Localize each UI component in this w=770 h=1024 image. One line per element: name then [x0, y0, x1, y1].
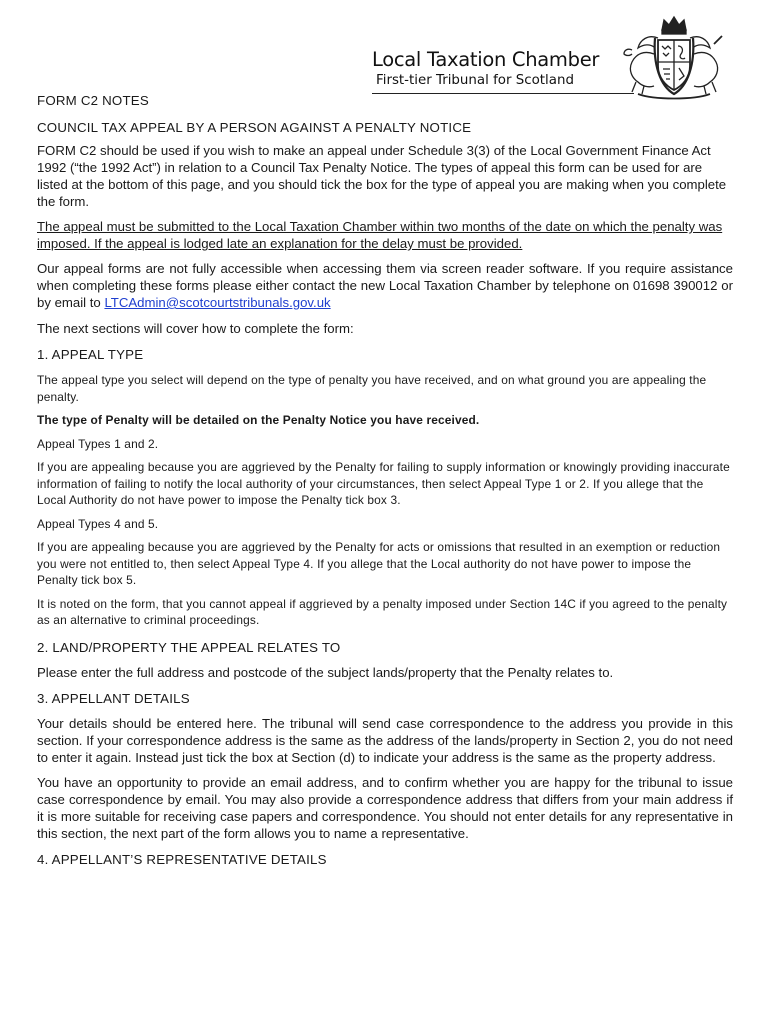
form-title: COUNCIL TAX APPEAL BY A PERSON AGAINST A PENALTY NOTICE — [37, 120, 472, 135]
section-1-intro: The appeal type you select will depend on the type of penalty you have received, and on what ground you are appealing the penalty. — [37, 373, 707, 404]
form-label: FORM C2 NOTES — [37, 93, 149, 108]
email-link[interactable]: LTCAdmin@scotcourtstribunals.gov.uk — [104, 295, 331, 310]
section-2-text: Please enter the full address and postcode of the subject lands/property that the Penalty relates to. — [37, 664, 614, 680]
appeal-types-4-5-text: If you are appealing because you are aggrieved by the Penalty for acts or omissions that resulted in an exemption or reduction you were not entitled to, then select Appeal Type 4. If you allege that the Local authority do not have power to impose the Penalty tick box 5. — [37, 540, 721, 587]
appeal-types-1-2-text: If you are appealing because you are aggrieved by the Penalty for failing to supply information or knowingly providing inaccurate information of failing to notify the local authority of your circumstances, then select Appeal Type 1 or 2. If you allege that the Local Authority do not have power to impose the Penalty tick box 3. — [37, 460, 730, 507]
accessibility-text: Our appeal forms are not fully accessible when accessing them via screen reader software. If you require assistance when completing these forms please either contact the new Local Taxation Chamber by telephone on 01698 390012 or by email to — [37, 261, 733, 310]
section-2-heading: 2. LAND/PROPERTY THE APPEAL RELATES TO — [37, 639, 341, 655]
section-3-text-1: Your details should be entered here. The tribunal will send case correspondence to the address you provide in this section. If your correspondence address is the same as the address of the lands/property in Section 2, you do not need to enter it again. Instead just tick the box at Section (d) to indicate your address is the same as the property address. — [37, 715, 733, 765]
section-14c-note: It is noted on the form, that you cannot appeal if aggrieved by a penalty imposed under Section 14C if you agreed to the penalty as an alternative to criminal proceedings. — [37, 596, 728, 627]
deadline-paragraph: The appeal must be submitted to the Local Taxation Chamber within two months of the date on which the penalty was imposed. If the appeal is lodged late an explanation for the delay must be provided. — [37, 219, 723, 251]
section-1-bold-note: The type of Penalty will be detailed on the Penalty Notice you have received. — [37, 413, 480, 427]
intro-paragraph: FORM C2 should be used if you wish to make an appeal under Schedule 3(3) of the Local Government Finance Act 1992 (“the 1992 Act”) in relation to a Council Tax Penalty Notice. The types of appeal this form can be used for are listed at the bottom of this page, and you should tick the box for the type of appeal you are making when you complete the form. — [37, 143, 727, 209]
tribunal-subtitle: First-tier Tribunal for Scotland — [376, 73, 574, 88]
appeal-types-4-5-heading: Appeal Types 4 and 5. — [37, 516, 159, 531]
accessibility-paragraph — [37, 260, 733, 311]
section-3-heading: 3. APPELLANT DETAILS — [37, 690, 190, 706]
appeal-types-1-2-heading: Appeal Types 1 and 2. — [37, 436, 159, 451]
section-1-heading: 1. APPEAL TYPE — [37, 347, 144, 362]
form-notes-body — [37, 88, 733, 868]
next-sections-text: The next sections will cover how to complete the form: — [37, 321, 354, 336]
section-3-text-2: You have an opportunity to provide an email address, and to confirm whether you are happy for the tribunal to issue case correspondence by email. You may also provide a correspondence address that differs from your main address if it is more suitable for receiving case papers and correspondence. You should not enter details for any representative in this section, the next part of the form allows you to name a representative. — [37, 774, 733, 841]
chamber-title: Local Taxation Chamber — [372, 48, 600, 71]
section-4-heading: 4. APPELLANT’S REPRESENTATIVE DETAILS — [37, 851, 327, 867]
